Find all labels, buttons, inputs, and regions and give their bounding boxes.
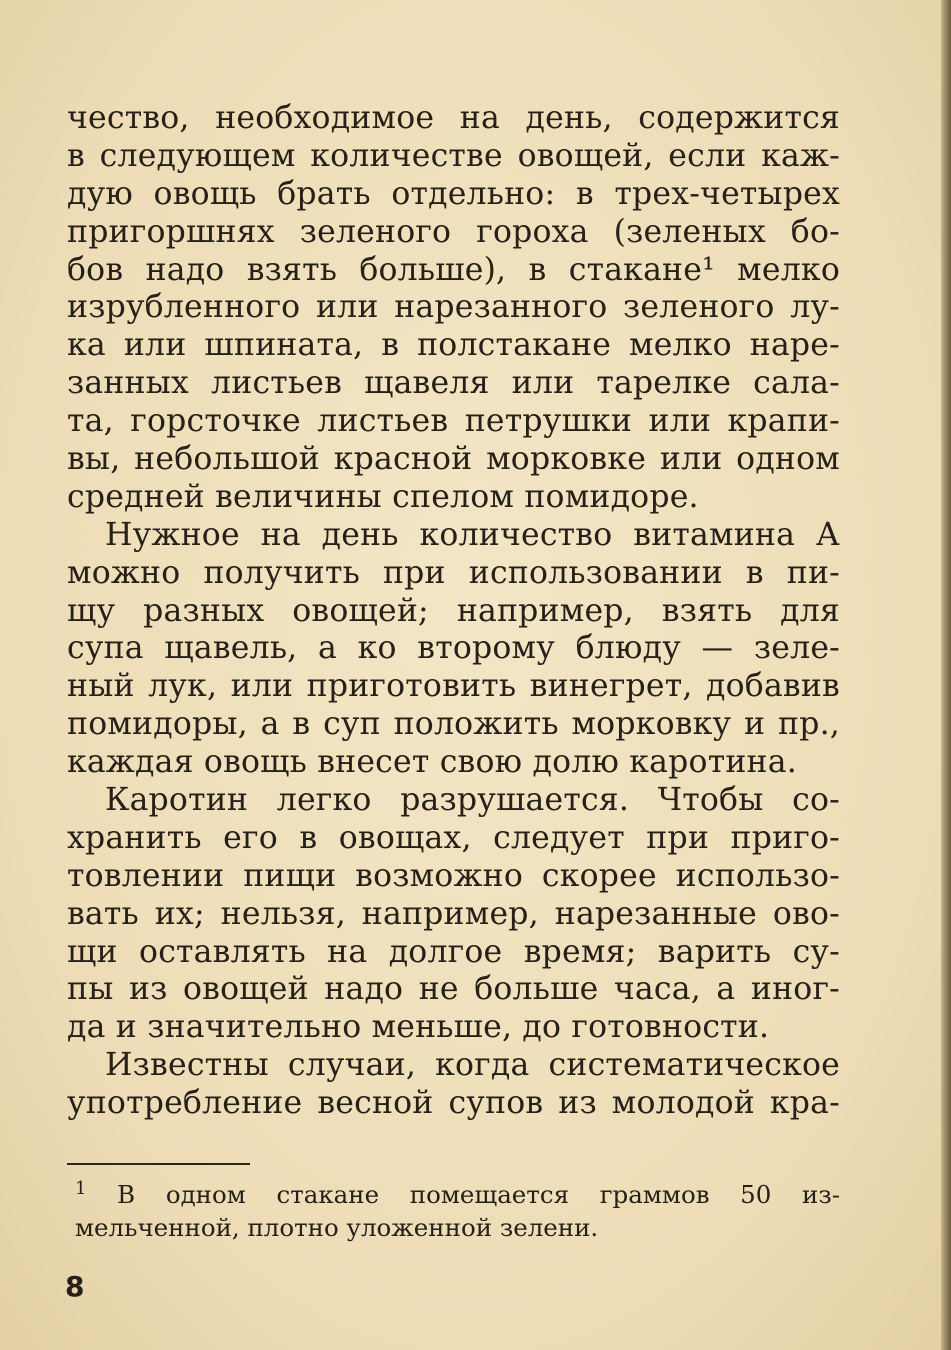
text-line: пы из овощей надо не больше часа, а иног- <box>67 971 840 1008</box>
footnote-line <box>75 1178 840 1211</box>
footnote-line: мельченной, плотно уложенной зелени. <box>75 1213 599 1242</box>
text-line: каждая овощь внесет свою долю каротина. <box>67 744 797 781</box>
text-line: та, горсточке листьев петрушки или крапи- <box>67 403 840 440</box>
text-line: вать их; нельзя, например, нарезанные ово- <box>67 895 840 932</box>
text-line: вы, небольшой красной морковке или одном <box>67 441 840 478</box>
page-edge-shadow <box>941 0 951 1350</box>
text-line: да и значительно меньше, до готовности. <box>67 1009 770 1046</box>
text-line: щу разных овощей; например, взять для <box>67 592 840 629</box>
text-line: средней величины спелом помидоре. <box>67 478 699 515</box>
paragraph-1 <box>67 100 840 517</box>
text-line: щи оставлять на долгое время; варить су- <box>67 933 840 970</box>
text-line: можно получить при использовании в пи- <box>67 554 840 591</box>
footnote-marker: 1 <box>75 1177 87 1199</box>
text-line: бов надо взять больше), в стакане¹ мелко <box>67 251 840 288</box>
paragraph-4 <box>67 1047 840 1123</box>
footnote-divider <box>67 1163 250 1165</box>
text-line: ка или шпината, в полстакане мелко наре- <box>67 327 840 364</box>
footnote-text: В одном стакане помещается граммов 50 из- <box>117 1180 840 1209</box>
main-text <box>67 100 840 1123</box>
text-line: ный лук, или приготовить винегрет, добавив <box>67 668 840 705</box>
text-line: помидоры, а в суп положить морковку и пр., <box>67 706 840 743</box>
paragraph-2 <box>67 517 840 782</box>
text-line: Известны случаи, когда систематическое <box>105 1047 840 1084</box>
text-line: Каротин легко разрушается. Чтобы со- <box>105 782 840 819</box>
text-line: Нужное на день количество витамина А <box>105 516 840 553</box>
text-line: пригоршнях зеленого гороха (зеленых бо- <box>67 213 840 250</box>
text-line: чество, необходимое на день, содержится <box>67 100 840 136</box>
text-line: в следующем количестве овощей, если каж- <box>67 137 840 174</box>
text-line: изрубленного или нарезанного зеленого лу- <box>67 289 840 326</box>
text-line: товлении пищи возможно скорее использо- <box>67 857 840 894</box>
footnote <box>75 1178 840 1244</box>
text-line: употребление весной супов из молодой кра- <box>67 1085 840 1122</box>
page-number: 8 <box>65 1270 85 1303</box>
text-line: хранить его в овощах, следует при приго- <box>67 819 840 856</box>
text-line: супа щавель, а ко второму блюду — зеле- <box>67 630 840 667</box>
text-line: дую овощь брать отдельно: в трех-четырех <box>67 175 840 212</box>
text-line: занных листьев щавеля или тарелке сала- <box>67 365 840 402</box>
paragraph-3 <box>67 782 840 1047</box>
